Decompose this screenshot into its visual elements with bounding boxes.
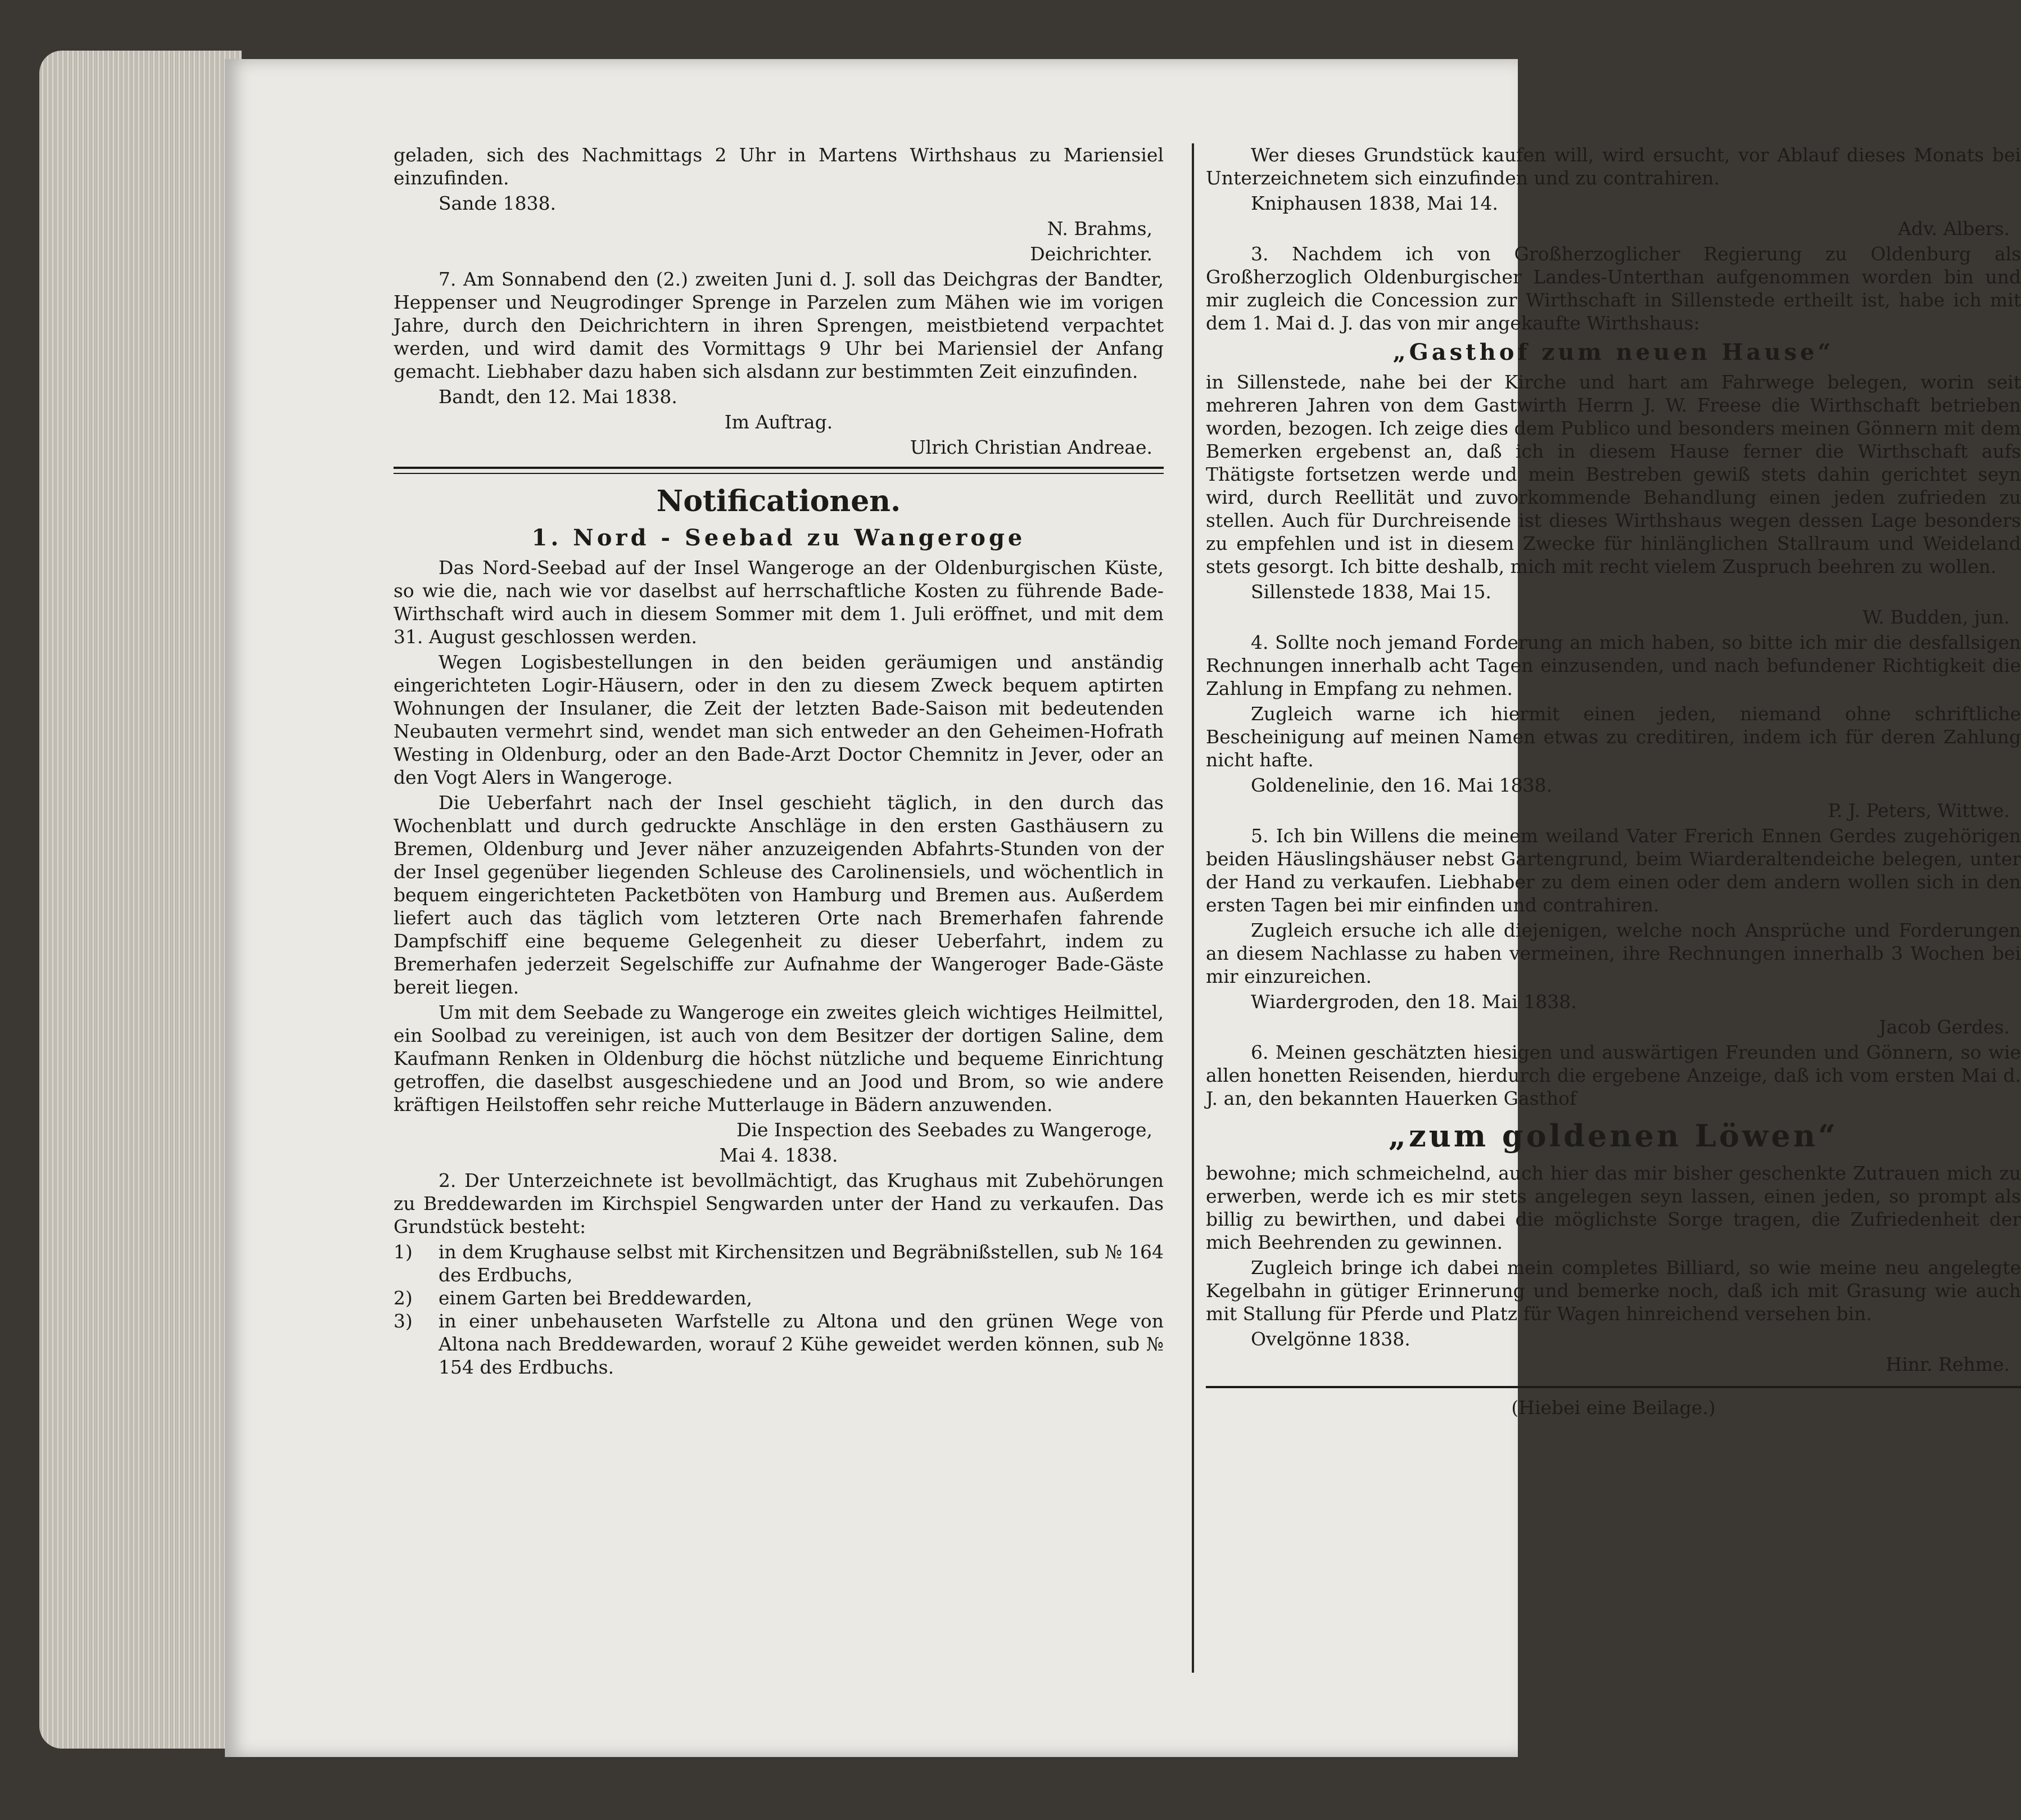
- list-number: 1): [394, 1241, 413, 1263]
- signature-title: Deichrichter.: [1030, 243, 1152, 265]
- section-divider: [394, 467, 1164, 474]
- list-text: in dem Krughause selbst mit Kirchensitzen und Begräbnißstellen, sub № 164 des Erdbuchs,: [438, 1241, 1164, 1286]
- signature-date: Mai 4. 1838.: [719, 1144, 838, 1166]
- list-item: [394, 1286, 1164, 1309]
- place-date: Kniphausen 1838, Mai 14.: [1251, 192, 1498, 214]
- list-text: in einer unbehauseten Warfstelle zu Altona und den grünen Wege von Altona nach Breddewarden, worauf 2 Kühe geweidet werden können, sub № 154 des Erdbuchs.: [438, 1310, 1164, 1378]
- list-number: 2): [394, 1287, 413, 1309]
- signature: W. Budden, jun.: [1862, 606, 2010, 628]
- paragraph: Zugleich bringe ich dabei mein completes Billiard, so wie meine neu angelegte Kegelbahn in gütiger Erinnerung und bemerke noch, daß ich mit Grasung wie auch mit Stallung für Pferde und Platz für Wagen hinreichend versehen bin.: [1206, 1257, 2021, 1325]
- place-date: Goldenelinie, den 16. Mai 1838.: [1251, 774, 1552, 796]
- paragraph: 3. Nachdem ich von Großherzoglicher Regierung zu Oldenburg als Großherzoglich Oldenburgischer Landes-Unterthan aufgenommen worden bin und mir zugleich die Concession zur Wirthschaft in Sillenstede ertheilt ist, habe ich mit dem 1. Mai d. J. das von mir angekaufte Wirthshaus:: [1206, 243, 2021, 334]
- newspaper-page: [225, 59, 2021, 1757]
- paragraph: Wegen Logisbestellungen in den beiden geräumigen und anständig eingerichteten Logir-Häusern, oder in den zu diesem Zweck bequem aptirten Wohnungen der Insulaner, die Zeit der letzten Bade-Saison mit bedeutenden Neubauten vermehrt sind, wendet man sich entweder an den Geheimen-Hofrath Westing in Oldenburg, oder an den Bade-Arzt Doctor Chemnitz in Jever, oder an den Vogt Alers in Wangeroge.: [394, 651, 1164, 788]
- paragraph: Wer dieses Grundstück kaufen will, wird ersucht, vor Ablauf dieses Monats bei Unterzeichnetem sich einzufinden und zu contrahiren.: [1206, 144, 2021, 189]
- list-item: [394, 1240, 1164, 1286]
- right-column: [1206, 143, 2021, 1421]
- paragraph: 7. Am Sonnabend den (2.) zweiten Juni d. J. soll das Deichgras der Bandter, Heppenser und Neugrodinger Sprenge in Parzelen zum Mähen wie im vorigen Jahre, durch den Deichrichtern in ihren Sprengen, meistbietend verpachtet werden, und wird damit des Vormittags 9 Uhr bei Mariensiel der Anfang gemacht. Liebhaber dazu haben sich alsdann zur bestimmten Zeit einzufinden.: [394, 268, 1164, 382]
- paragraph: Das Nord-Seebad auf der Insel Wangeroge an der Oldenburgischen Küste, so wie die, nach wie vor daselbst auf herrschaftliche Kosten zu führende Bade-Wirthschaft wird auch in diesem Sommer mit dem 1. Juli eröffnet, und mit dem 31. August geschlossen werden.: [394, 557, 1164, 648]
- place-date: Sande 1838.: [438, 192, 557, 214]
- signature: Jacob Gerdes.: [1879, 1016, 2010, 1038]
- signature: Ulrich Christian Andreae.: [910, 436, 1152, 458]
- left-column: [394, 143, 1164, 1379]
- paragraph: 2. Der Unterzeichnete ist bevollmächtigt, das Krughaus mit Zubehörungen zu Breddewarden im Kirchspiel Sengwarden unter der Hand zu verkaufen. Das Grundstück besteht:: [394, 1169, 1164, 1238]
- supplement-note: (Hiebei eine Beilage.): [1511, 1397, 1716, 1419]
- paragraph: bewohne; mich schmeichelnd, auch hier das mir bisher geschenkte Zutrauen mich zu erwerben, werde ich es mir stets angelegen seyn lassen, einen jeden, so prompt als billig zu bewirthen, und dabei die möglichste Sorge tragen, die Zufriedenheit der mich Beehrenden zu gewinnen.: [1206, 1162, 2021, 1253]
- list-item: [394, 1309, 1164, 1379]
- list-number: 3): [394, 1310, 413, 1332]
- paragraph: in Sillenstede, nahe bei der Kirche und hart am Fahrwege belegen, worin seit mehreren Jahren von dem Gastwirth Herrn J. W. Freese die Wirthschaft betrieben worden, bezogen. Ich zeige dies dem Publico und besonders meinen Gönnern mit dem Bemerken ergebenst an, daß ich in diesem Hause ferner die Wirthschaft aufs Thätigste fortsetzen werde und mein Bestreben gewiß stets dahin gerichtet seyn wird, durch Reellität und zuvorkommende Behandlung einen jeden zufrieden zu stellen. Auch für Durchreisende ist dieses Wirthshaus wegen dessen Lage besonders zu empfehlen und ist in diesem Zwecke für hinlänglichen Stallraum und Weideland stets gesorgt. Ich bitte deshalb, mich mit recht vielem Zuspruch beehren zu wollen.: [1206, 371, 2021, 577]
- paragraph: 6. Meinen geschätzten hiesigen und auswärtigen Freunden und Gönnern, so wie allen honetten Reisenden, hierdurch die ergebene Anzeige, daß ich vom ersten Mai d. J. an, den bekannten Hauerken Gasthof: [1206, 1041, 2021, 1109]
- book-page-edges: [39, 51, 242, 1749]
- inn-name-headline: „Gasthof zum neuen Hause“: [1392, 339, 1834, 365]
- column-divider: [1192, 143, 1194, 1673]
- paragraph: Um mit dem Seebade zu Wangeroge ein zweites gleich wichtiges Heilmittel, ein Soolbad zu vereinigen, ist auch von dem Besitzer der dortigen Saline, dem Kaufmann Renken in Oldenburg die höchst nützliche und bequeme Einrichtung getroffen, die daselbst ausgeschiedene und an Jood und Brom, so wie andere kräftigen Heilstoffen sehr reiche Mutterlauge in Bädern anzuwenden.: [394, 1001, 1164, 1116]
- end-rule: [1206, 1386, 2021, 1388]
- signature: Hinr. Rehme.: [1886, 1353, 2010, 1375]
- signature: Adv. Albers.: [1898, 218, 2010, 240]
- inn-name-headline: „zum goldenen Löwen“: [1388, 1118, 1839, 1154]
- paragraph: geladen, sich des Nachmittags 2 Uhr in Martens Wirthshaus zu Mariensiel einzufinden.: [394, 144, 1164, 189]
- place-date: Bandt, den 12. Mai 1838.: [438, 386, 677, 408]
- place-date: Ovelgönne 1838.: [1251, 1328, 1410, 1350]
- paragraph: 5. Ich bin Willens die meinem weiland Vater Frerich Ennen Gerdes zugehörigen beiden Häuslingshäuser nebst Gartengrund, beim Wiarderaltendeiche belegen, unter der Hand zu verkaufen. Liebhaber zu dem einen oder dem andern wollen sich in den ersten Tagen bei mir einfinden und contrahiren.: [1206, 825, 2021, 916]
- signature: Die Inspection des Seebades zu Wangeroge,: [736, 1119, 1152, 1141]
- paragraph: Die Ueberfahrt nach der Insel geschieht täglich, in den durch das Wochenblatt und durch gedruckte Anschläge in den ersten Gasthäusern zu Bremen, Oldenburg und Jever näher anzuzeigenden Abfahrts-Stunden von der der Insel gegenüber liegenden Schleuse des Carolinensiels, und wöchentlich in bequem eingerichteten Packetböten von Hamburg und Bremen aus. Außerdem liefert auch das täglich vom letzteren Orte nach Bremerhafen fahrende Dampfschiff eine bequeme Gelegenheit zu dieser Ueberfahrt, indem zu Bremerhafen jederzeit Segelschiffe zur Aufnahme der Wangeroger Bade-Gäste bereit liegen.: [394, 792, 1164, 998]
- signature-note: Im Auftrag.: [724, 411, 833, 433]
- section-title: Notificationen.: [656, 484, 901, 518]
- list-text: einem Garten bei Breddewarden,: [438, 1287, 753, 1309]
- notice-headline: 1. Nord - Seebad zu Wangeroge: [531, 525, 1026, 551]
- paragraph: Zugleich ersuche ich alle diejenigen, welche noch Ansprüche und Forderungen an diesem Nachlasse zu haben vermeinen, ihre Rechnungen innerhalb 3 Wochen bei mir einzureichen.: [1206, 919, 2021, 987]
- signature: N. Brahms,: [1047, 218, 1152, 240]
- signature: P. J. Peters, Wittwe.: [1828, 800, 2010, 821]
- paragraph: 4. Sollte noch jemand Forderung an mich haben, so bitte ich mir die desfallsigen Rechnungen innerhalb acht Tagen einzusenden, und nach befundener Richtigkeit die Zahlung in Empfang zu nehmen.: [1206, 631, 2021, 699]
- place-date: Wiardergroden, den 18. Mai 1838.: [1251, 991, 1577, 1013]
- paragraph: Zugleich warne ich hiermit einen jeden, niemand ohne schriftliche Bescheinigung auf meinen Namen etwas zu creditiren, indem ich für deren Zahlung nicht hafte.: [1206, 703, 2021, 771]
- place-date: Sillenstede 1838, Mai 15.: [1251, 581, 1491, 603]
